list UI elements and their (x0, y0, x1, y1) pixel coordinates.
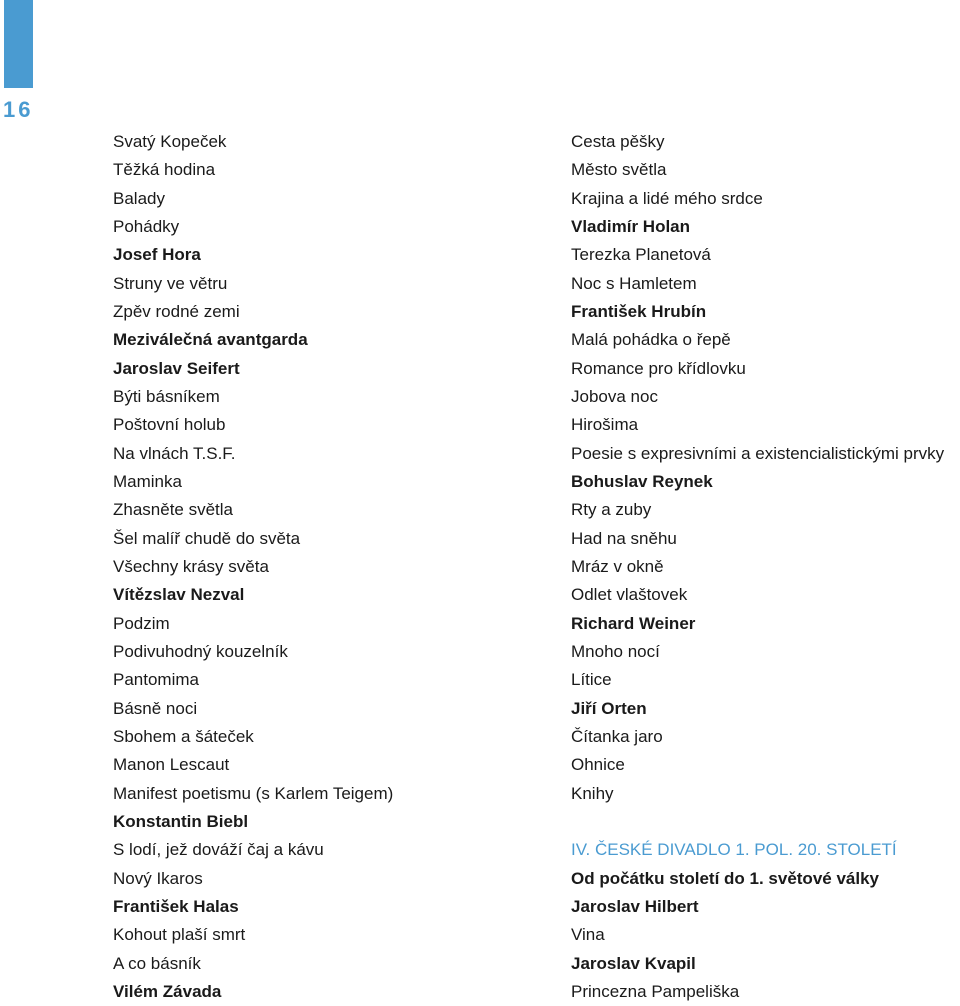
author-heading: František Halas (113, 896, 239, 916)
work-title: Zhasněte světla (113, 500, 234, 520)
author-heading: Vilém Závada (113, 981, 222, 1001)
work-title: Město světla (571, 160, 667, 180)
spacer (571, 808, 960, 836)
work-title: A co básník (113, 953, 201, 973)
section-heading: IV. ČESKÉ DIVADLO 1. POL. 20. STOLETÍ (571, 840, 897, 860)
work-title: Poesie s expresivními a existencialistickými prvky (571, 443, 945, 463)
work-title: Mráz v okně (571, 556, 664, 576)
work-title: Lítice (571, 670, 612, 690)
work-title: Pantomima (113, 670, 199, 690)
work-title: Knihy (571, 783, 614, 803)
work-title: Noc s Hamletem (571, 273, 697, 293)
work-title: Malá pohádka o řepě (571, 330, 731, 350)
work-title: Jobova noc (571, 386, 658, 406)
work-title: Šel malíř chudě do světa (113, 528, 301, 548)
work-title: Ohnice (571, 755, 625, 775)
work-title: Vina (571, 925, 605, 945)
work-title: Těžká hodina (113, 160, 216, 180)
work-title: Podivuhodný kouzelník (113, 641, 288, 661)
author-heading: Meziválečná avantgarda (113, 330, 308, 350)
work-title: Podzim (113, 613, 170, 633)
page-number: 16 (3, 97, 34, 122)
work-title: Poštovní holub (113, 415, 226, 435)
work-title: Princezna Pampeliška (571, 981, 740, 1001)
work-title: Romance pro křídlovku (571, 358, 746, 378)
author-heading: Vladimír Holan (571, 216, 691, 236)
left-column (113, 128, 533, 1006)
work-title: Všechny krásy světa (113, 556, 269, 576)
work-title: Na vlnách T.S.F. (113, 443, 236, 463)
work-title: Čítanka jaro (571, 726, 663, 746)
author-heading: Vítězslav Nezval (113, 585, 245, 605)
work-title: Cesta pěšky (571, 132, 665, 151)
author-heading: Richard Weiner (571, 613, 696, 633)
work-title: Struny ve větru (113, 273, 228, 293)
work-title: Hirošima (571, 415, 639, 435)
author-heading: Od počátku století do 1. světové války (571, 868, 879, 888)
work-title: Pohádky (113, 216, 180, 236)
work-title: Krajina a lidé mého srdce (571, 188, 763, 208)
author-heading: Konstantin Biebl (113, 811, 249, 831)
work-title: Kohout plaší smrt (113, 925, 246, 945)
author-heading: Jaroslav Seifert (113, 358, 240, 378)
work-title: Odlet vlaštovek (571, 585, 688, 605)
author-heading: František Hrubín (571, 301, 707, 321)
accent-bar (4, 0, 33, 88)
work-title: Rty a zuby (571, 500, 652, 520)
author-heading: Jiří Orten (571, 698, 647, 718)
author-heading: Bohuslav Reynek (571, 471, 713, 491)
work-title: Básně noci (113, 698, 198, 718)
work-title: Had na sněhu (571, 528, 677, 548)
work-title: Býti básníkem (113, 386, 220, 406)
author-heading: Jaroslav Hilbert (571, 896, 699, 916)
work-title: Manon Lescaut (113, 755, 230, 775)
work-title: Mnoho nocí (571, 641, 660, 661)
work-title: Maminka (113, 471, 182, 491)
work-title: Zpěv rodné zemi (113, 301, 240, 321)
author-heading: Josef Hora (113, 245, 201, 265)
work-title: Balady (113, 188, 165, 208)
work-title: Nový Ikaros (113, 868, 203, 888)
work-title: S lodí, jež dováží čaj a kávu (113, 840, 324, 860)
author-heading: Jaroslav Kvapil (571, 953, 696, 973)
right-column (571, 128, 960, 1006)
work-title: Terezka Planetová (571, 245, 711, 265)
work-title: Manifest poetismu (s Karlem Teigem) (113, 783, 394, 803)
work-title: Svatý Kopeček (113, 132, 227, 151)
work-title: Sbohem a šáteček (113, 726, 254, 746)
